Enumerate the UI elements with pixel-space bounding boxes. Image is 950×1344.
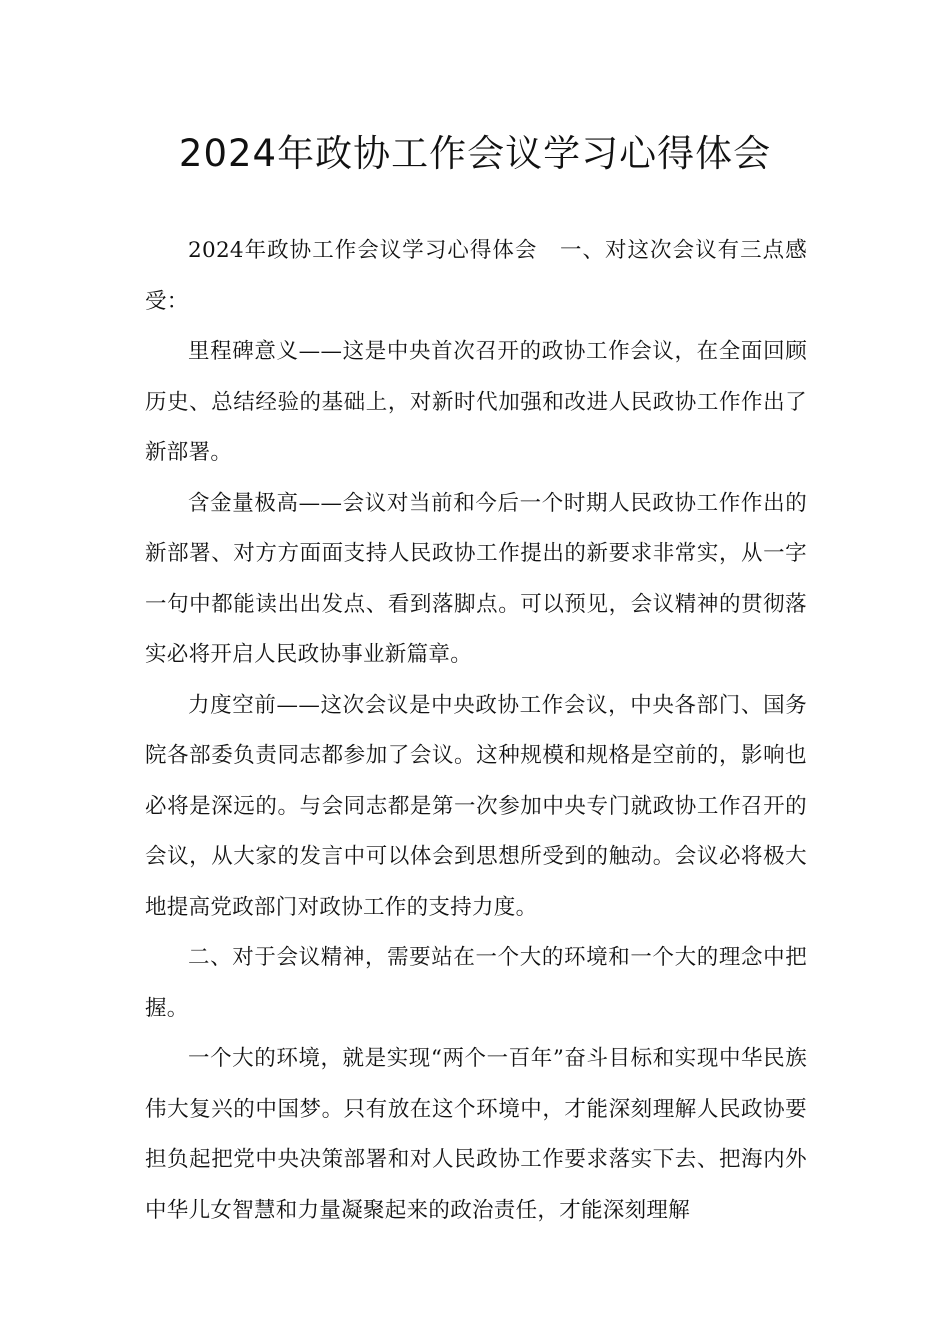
paragraph-section-two: 二、对于会议精神，需要站在一个大的环境和一个大的理念中把握。 (145, 945, 807, 1021)
paragraph-value: 含金量极高——会议对当前和今后一个时期人民政协工作作出的新部署、对方方面面支持人民政协工作提出的新要求非常实，从一字一句中都能读出出发点、看到落脚点。可以预见，会议精神的贯彻落实必将开启人民政协事业新篇章。 (145, 490, 807, 667)
paragraph-milestone: 里程碑意义——这是中央首次召开的政协工作会议，在全面回顾历史、总结经验的基础上，对新时代加强和改进人民政协工作作出了新部署。 (145, 339, 807, 465)
paragraph-intro: 2024年政协工作会议学习心得体会 一、对这次会议有三点感受： (145, 238, 807, 314)
document-title: 2024年政协工作会议学习心得体会 (178, 132, 772, 175)
paragraph-environment: 一个大的环境，就是实现“两个一百年”奋斗目标和实现中华民族伟大复兴的中国梦。只有放在这个环境中，才能深刻理解人民政协要担负起把党中央决策部署和对人民政协工作要求落实下去、把海内外中华儿女智慧和力量凝聚起来的政治责任，才能深刻理解 (145, 1046, 807, 1223)
paragraph-strength: 力度空前——这次会议是中央政协工作会议，中央各部门、国务院各部委负责同志都参加了会议。这种规模和规格是空前的，影响也必将是深远的。与会同志都是第一次参加中央专门就政协工作召开的会议，从大家的发言中可以体会到思想所受到的触动。会议必将极大地提高党政部门对政协工作的支持力度。 (145, 692, 807, 920)
document-body (145, 226, 807, 1236)
